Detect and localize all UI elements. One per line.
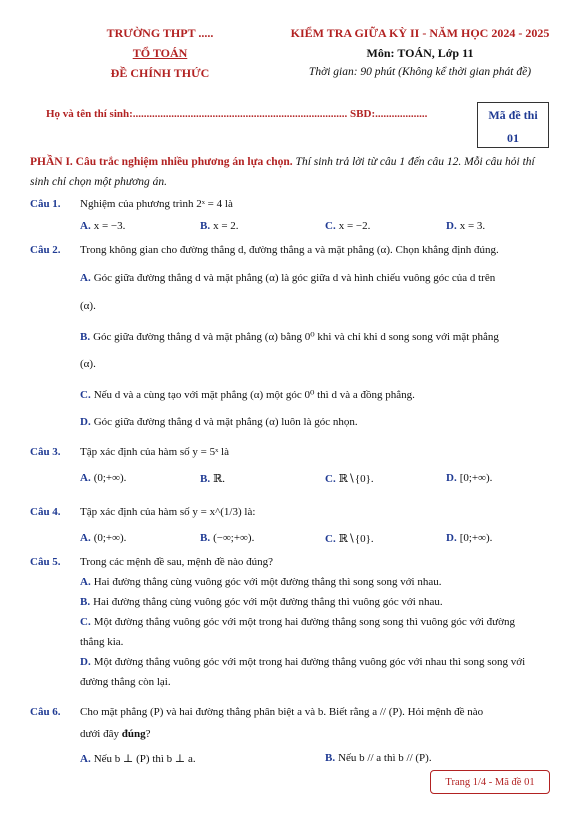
- q6-option-a: A. Nếu b ⊥ (P) thì b ⊥ a.: [80, 753, 196, 765]
- page-footer: Trang 1/4 - Mã đề 01: [430, 770, 550, 794]
- q5-option-c: C. Một đường thẳng vuông góc với một trong hai đường thẳng song song thì vuông góc với đường: [80, 616, 515, 628]
- q3-label: Câu 3.: [30, 446, 61, 458]
- q2-label: Câu 2.: [30, 244, 61, 256]
- exam-code-box: [477, 102, 549, 148]
- q6-text: Cho mặt phẳng (P) và hai đường thẳng phân biệt a và b. Biết rằng a // (P). Hỏi mệnh đề nào: [80, 706, 484, 718]
- q2-option-a: A. Góc giữa đường thẳng d và mặt phẳng (α) là góc giữa d và hình chiếu vuông góc của d trên: [80, 272, 496, 284]
- q3-option-c: C. ℝ∖{0}.: [325, 473, 374, 485]
- department: TỔ TOÁN: [132, 46, 188, 60]
- q6-text-cont: dưới đây đúng?: [80, 728, 151, 740]
- q3-option-d: D. [0;+∞).: [446, 472, 493, 484]
- exam-time: Thời gian: 90 phút (Không kể thời gian phát đề): [308, 66, 532, 78]
- q5-option-c-cont: thẳng kia.: [80, 636, 124, 648]
- q6-emphasis: đúng: [121, 728, 146, 740]
- q5-option-b: B. Hai đường thẳng cùng vuông góc với một đường thẳng thì vuông góc với nhau.: [80, 596, 443, 608]
- q5-label: Câu 5.: [30, 556, 61, 568]
- student-info-line: Họ và tên thí sinh:.............................................................................. SBD:...................: [46, 108, 428, 120]
- q4-option-d: D. [0;+∞).: [446, 532, 493, 544]
- q3-option-a: A. (0;+∞).: [80, 472, 127, 484]
- q4-label: Câu 4.: [30, 506, 61, 518]
- subject: Môn: TOÁN, Lớp 11: [366, 46, 474, 60]
- q2-option-b: B. Góc giữa đường thẳng d và mặt phẳng (α) bằng 0⁰ khi và chỉ khi d song song với mặt phẳng: [80, 331, 499, 343]
- q1-option-c: C. x = −2.: [325, 220, 371, 232]
- part1-instruction: Thí sinh trả lời từ câu 1 đến câu 12. Mỗi câu hỏi thí: [295, 156, 535, 168]
- q2-option-a-cont: (α).: [80, 300, 96, 312]
- q5-option-d-cont: đường thẳng còn lại.: [80, 676, 171, 688]
- q2-option-b-cont: (α).: [80, 358, 96, 370]
- part1-heading: [30, 152, 550, 192]
- q4-text: Tập xác định của hàm số y = x^(1/3) là:: [80, 506, 256, 518]
- q4-option-b: B. (−∞;+∞).: [200, 532, 255, 544]
- q1-option-d: D. x = 3.: [446, 220, 486, 232]
- q6-option-b: B. Nếu b // a thì b // (P).: [325, 752, 432, 764]
- part1-title: PHẦN I. Câu trắc nghiệm nhiều phương án lựa chọn.: [30, 156, 293, 168]
- q1-option-a: A. x = −3.: [80, 220, 126, 232]
- q2-option-c: C. Nếu d và a cùng tạo với mặt phẳng (α) một góc 0⁰ thì d và a đồng phẳng.: [80, 389, 415, 401]
- q4-option-a: A. (0;+∞).: [80, 532, 127, 544]
- school-name: TRƯỜNG THPT .....: [106, 26, 214, 40]
- q5-option-d: D. Một đường thẳng vuông góc với một trong hai đường thẳng vuông góc với nhau thì song song với: [80, 656, 526, 668]
- part1-instruction-2: sinh chỉ chọn một phương án.: [30, 176, 167, 188]
- official-label: ĐỀ CHÍNH THỨC: [110, 66, 210, 80]
- exam-title: KIỂM TRA GIỮA KỲ II - NĂM HỌC 2024 - 2025: [290, 26, 550, 40]
- q1-option-b: B. x = 2.: [200, 220, 239, 232]
- q5-option-a: A. Hai đường thẳng cùng vuông góc với một đường thẳng thì song song với nhau.: [80, 576, 442, 588]
- q1-text: Nghiệm của phương trình 2ˣ = 4 là: [80, 198, 233, 210]
- q6-label: Câu 6.: [30, 706, 61, 718]
- q2-option-d: D. Góc giữa đường thẳng d và mặt phẳng (α) luôn là góc nhọn.: [80, 416, 358, 428]
- q1-label: Câu 1.: [30, 198, 61, 210]
- q3-option-b: B. ℝ.: [200, 473, 225, 485]
- exam-code-value: 01: [507, 131, 519, 145]
- q2-text: Trong không gian cho đường thẳng d, đường thẳng a và mặt phẳng (α). Chọn khẳng định đúng.: [80, 244, 499, 256]
- q4-option-c: C. ℝ∖{0}.: [325, 533, 374, 545]
- q5-text: Trong các mệnh đề sau, mệnh đề nào đúng?: [80, 556, 273, 568]
- q3-text: Tập xác định của hàm số y = 5ˣ là: [80, 446, 229, 458]
- exam-code-label: Mã đề thi: [488, 108, 538, 122]
